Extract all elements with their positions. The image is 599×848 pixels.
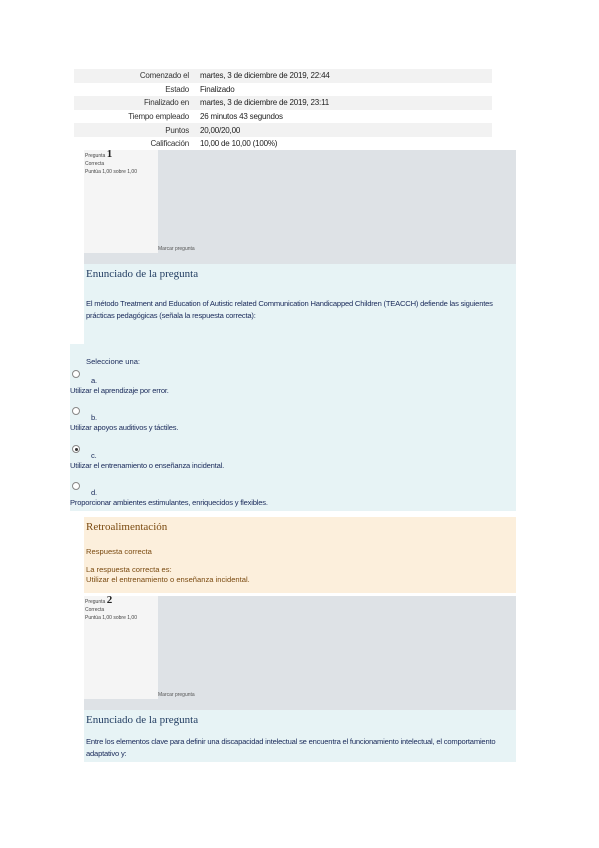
flag-question-link[interactable]: Marcar pregunta <box>158 246 195 252</box>
radio-button-selected[interactable] <box>72 445 80 453</box>
question-number-value: 2 <box>106 594 113 606</box>
question-1-formulation <box>84 264 516 344</box>
question-number <box>85 596 158 606</box>
question-heading: Enunciado de la pregunta <box>86 714 199 726</box>
correct-answer-text: Utilizar el entrenamiento o enseñanza incidental. <box>86 575 250 584</box>
question-number-value: 1 <box>106 148 113 160</box>
correct-answer-block <box>86 565 250 585</box>
correct-answer-label: La respuesta correcta es: <box>86 565 172 574</box>
summary-row-started <box>74 69 492 83</box>
question-number <box>85 150 158 160</box>
summary-label: Tiempo empleado <box>128 112 189 122</box>
question-1-header <box>84 150 516 264</box>
option-text: Utilizar apoyos auditivos y táctiles. <box>70 423 179 432</box>
attempt-summary-table <box>74 69 492 151</box>
summary-row-grade <box>74 137 492 151</box>
option-letter: c. <box>91 451 97 460</box>
option-text: Proporcionar ambientes estimulantes, enriquecidos y flexibles. <box>70 498 268 507</box>
summary-row-time-taken <box>74 110 492 124</box>
question-2-formulation <box>84 710 516 762</box>
feedback-heading: Retroalimentación <box>86 521 168 533</box>
radio-button[interactable] <box>72 482 80 490</box>
option-text: Utilizar el entrenamiento o enseñanza incidental. <box>70 461 224 470</box>
question-1-info <box>84 150 158 253</box>
summary-value: Finalizado <box>200 84 235 94</box>
question-text: Entre los elementos clave para definir una discapacidad intelectual se encuentra el funcionamiento intelectual, el comportamiento adaptativo y: <box>86 737 496 758</box>
summary-row-state <box>74 83 492 97</box>
summary-value: 20,00/20,00 <box>200 125 241 135</box>
question-2-header <box>84 596 516 710</box>
flag-question-link[interactable]: Marcar pregunta <box>158 692 195 698</box>
summary-value: 10,00 de 10,00 (100%) <box>200 139 278 149</box>
summary-value: martes, 3 de diciembre de 2019, 23:11 <box>200 98 329 108</box>
summary-value: martes, 3 de diciembre de 2019, 22:44 <box>200 71 330 81</box>
summary-label: Estado <box>165 84 189 94</box>
summary-row-points <box>74 123 492 137</box>
option-letter: b. <box>91 413 97 422</box>
option-letter: a. <box>91 376 97 385</box>
option-text: Utilizar el aprendizaje por error. <box>70 386 169 395</box>
question-prefix: Pregunta <box>85 599 106 605</box>
feedback-panel <box>84 517 516 593</box>
question-status: Correcta <box>85 161 105 167</box>
question-heading: Enunciado de la pregunta <box>86 268 199 280</box>
summary-label: Calificación <box>150 139 189 149</box>
question-text: El método Treatment and Education of Autistic related Communication Handicapped Children (TEACCH) defiende las siguientes prácticas pedagógicas (señala la respuesta correcta): <box>86 299 493 320</box>
feedback-result: Respuesta correcta <box>86 547 152 556</box>
question-score: Puntúa 1,00 sobre 1,00 <box>85 615 137 621</box>
select-one-prompt: Seleccione una: <box>86 357 141 366</box>
option-letter: d. <box>91 488 97 497</box>
summary-label: Comenzado el <box>139 71 189 81</box>
radio-button[interactable] <box>72 407 80 415</box>
question-2-info <box>84 596 158 699</box>
question-prefix: Pregunta <box>85 153 106 159</box>
question-status: Correcta <box>85 607 105 613</box>
summary-value: 26 minutos 43 segundos <box>200 112 283 122</box>
summary-label: Puntos <box>165 125 189 135</box>
radio-button[interactable] <box>72 370 80 378</box>
summary-label: Finalizado en <box>144 98 189 108</box>
summary-row-finished <box>74 96 492 110</box>
question-score: Puntúa 1,00 sobre 1,00 <box>85 169 137 175</box>
